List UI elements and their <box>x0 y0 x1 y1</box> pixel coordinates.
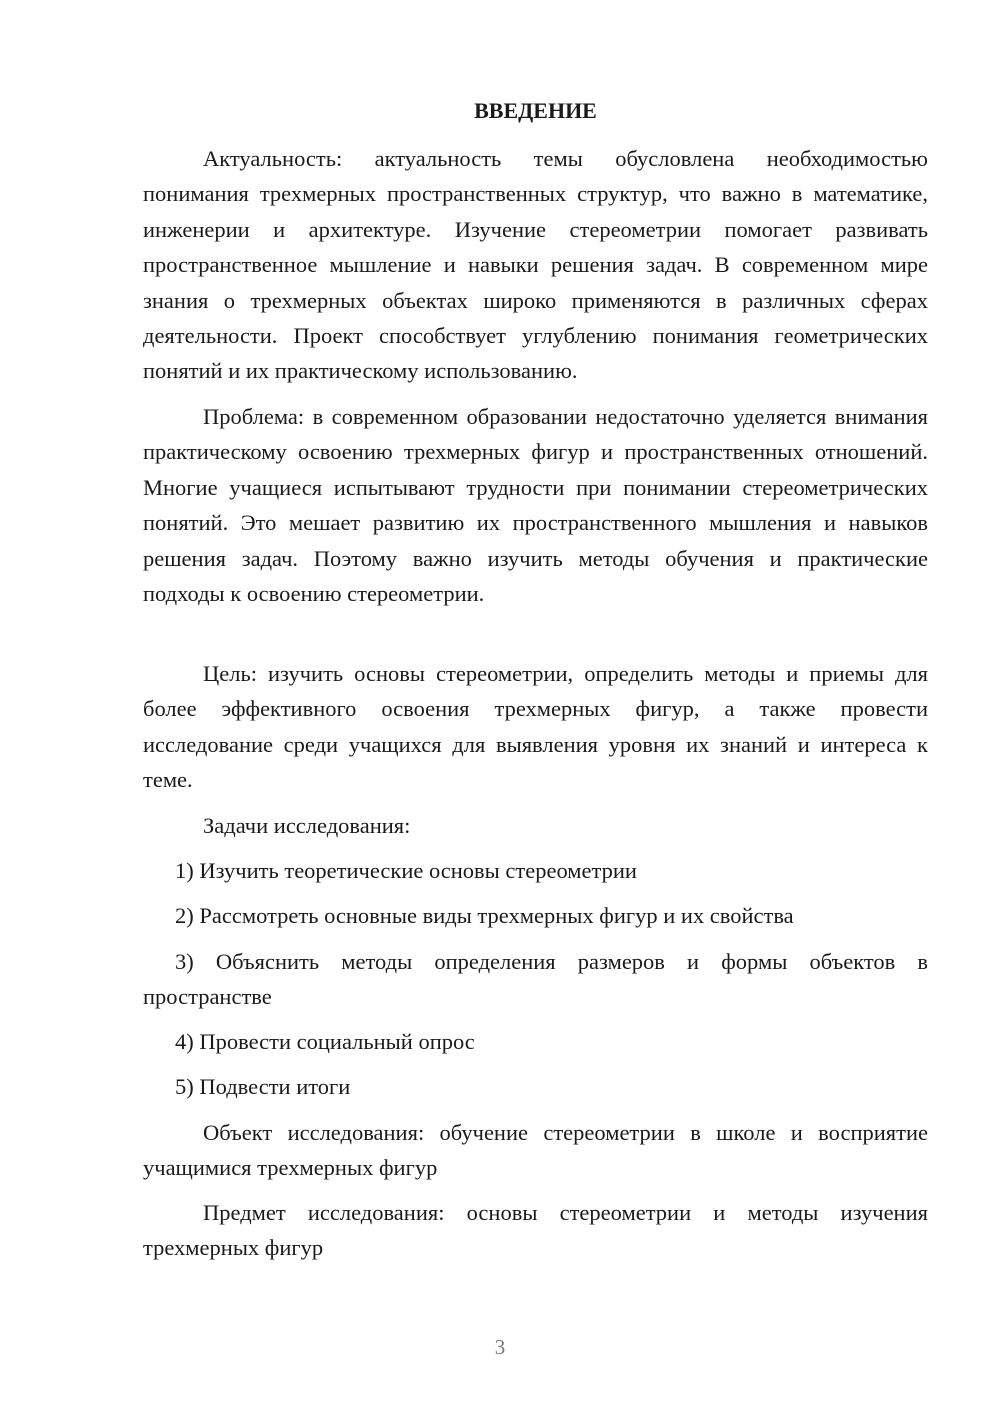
tasks-heading: Задачи исследования: <box>203 813 411 838</box>
problem-paragraph: Проблема: в современном образовании недостаточно уделяется внимания практическому освоению трехмерных фигур и пространственных отношений. Многие учащиеся испытывают трудности при понимании стереометрических понятий. Это мешает развитию их пространственного мышления и навыков решения задач. Поэтому важно изучить методы обучения и практические подходы к освоению стереометрии. <box>143 404 928 607</box>
goal-paragraph: Цель: изучить основы стереометрии, определить методы и приемы для более эффективного освоения трехмерных фигур, а также провести исследование среди учащихся для выявления уровня их знаний и интереса к теме. <box>143 661 928 793</box>
relevance-paragraph: Актуальность: актуальность темы обусловлена необходимостью понимания трехмерных пространственных структур, что важно в математике, инженерии и архитектуре. Изучение стереометрии помогает развивать пространственное мышление и навыки решения задач. В современном мире знания о трехмерных объектах широко применяются в различных сферах деятельности. Проект способствует углублению понимания геометрических понятий и их практическому использованию. <box>143 146 928 384</box>
object-paragraph: Объект исследования: обучение стереометрии в школе и восприятие учащимися трехмерных фигур <box>143 1120 928 1181</box>
subject-paragraph: Предмет исследования: основы стереометрии и методы изучения трехмерных фигур <box>143 1200 928 1261</box>
task-item-2: 2) Рассмотреть основные виды трехмерных фигур и их свойства <box>175 903 794 928</box>
task-item-3: 3) Объяснить методы определения размеров и формы объектов в пространстве <box>143 949 928 1010</box>
page-title: ВВЕДЕНИЕ <box>474 98 597 123</box>
task-item-4: 4) Провести социальный опрос <box>175 1029 475 1054</box>
page-number: 3 <box>494 1335 506 1359</box>
task-item-1: 1) Изучить теоретические основы стереометрии <box>175 858 637 883</box>
task-item-5: 5) Подвести итоги <box>175 1074 351 1099</box>
